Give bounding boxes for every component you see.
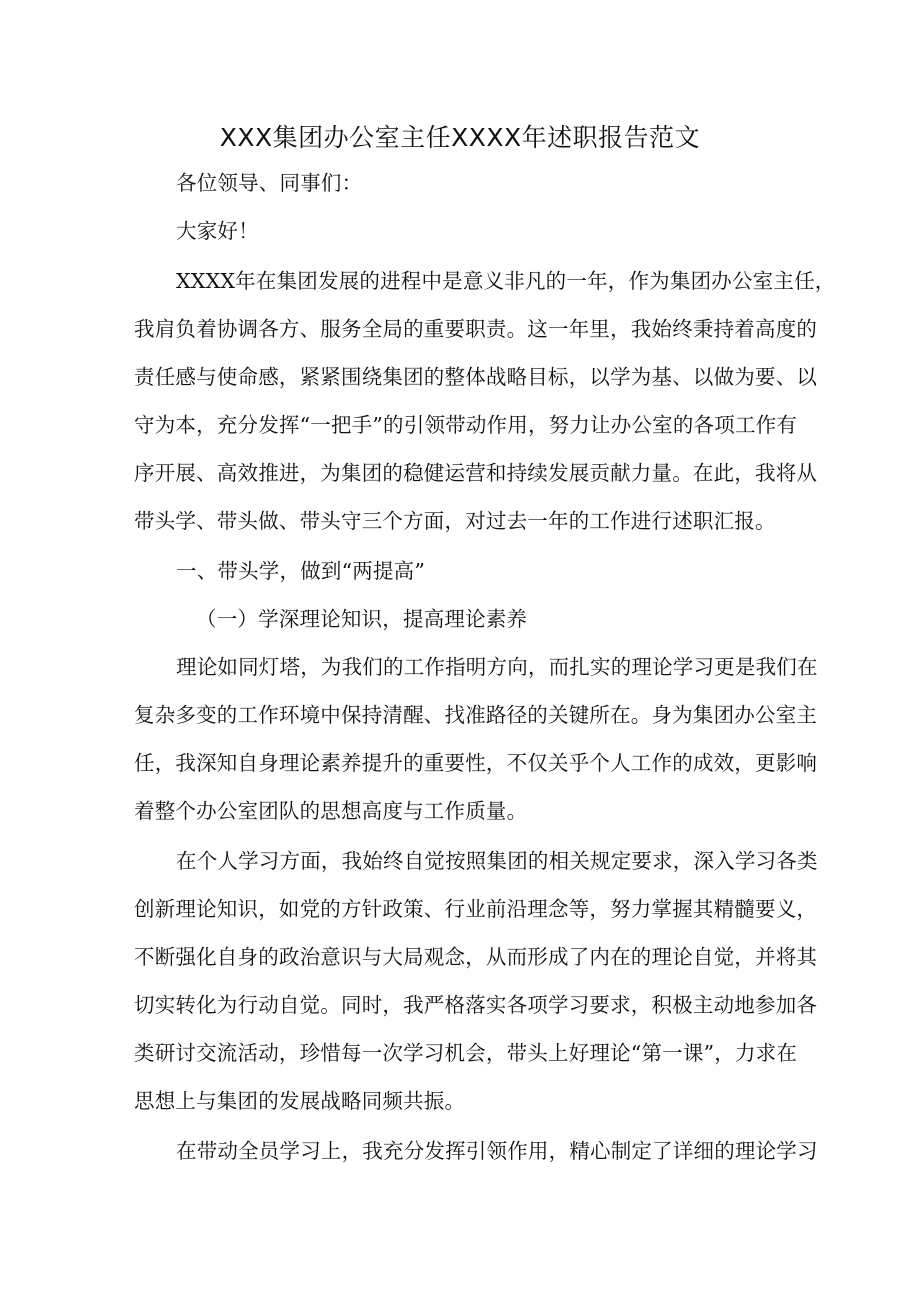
paragraph-line: 序开展、高效推进，为集团的稳健运营和持续发展贡献力量。在此，我将从 xyxy=(134,461,818,485)
subsection-heading: （一）学深理论知识，提高理论素养 xyxy=(196,607,528,631)
paragraph-line: 我肩负着协调各方、服务全局的重要职责。这一年里，我始终秉持着高度的 xyxy=(134,317,818,341)
paragraph-line: 守为本，充分发挥“一把手”的引领带动作用，努力让办公室的各项工作有 xyxy=(134,413,798,437)
paragraph-line: 复杂多变的工作环境中保持清醒、找准路径的关键所在。身为集团办公室主 xyxy=(134,703,818,727)
paragraph-line: 类研讨交流活动，珍惜每一次学习机会，带头上好理论“第一课”，力求在 xyxy=(134,1041,798,1065)
paragraph-line: 不断强化自身的政治意识与大局观念，从而形成了内在的理论自觉，并将其 xyxy=(134,945,818,969)
greeting: 大家好！ xyxy=(176,219,259,243)
document-title: XXX集团办公室主任XXXX年述职报告范文 xyxy=(219,123,701,152)
paragraph-line: 在个人学习方面，我始终自觉按照集团的相关规定要求，深入学习各类 xyxy=(176,849,818,873)
paragraph-line: 理论如同灯塔，为我们的工作指明方向，而扎实的理论学习更是我们在 xyxy=(176,655,818,679)
section-heading: 一、带头学，做到“两提高” xyxy=(176,559,426,583)
salutation: 各位领导、同事们： xyxy=(176,171,363,195)
paragraph-line: 任，我深知自身理论素养提升的重要性，不仅关乎个人工作的成效，更影响 xyxy=(134,751,818,775)
paragraph-line: 在带动全员学习上，我充分发挥引领作用，精心制定了详细的理论学习 xyxy=(176,1139,818,1163)
paragraph-line: 责任感与使命感，紧紧围绕集团的整体战略目标，以学为基、以做为要、以 xyxy=(134,365,818,389)
paragraph-line: 带头学、带头做、带头守三个方面，对过去一年的工作进行述职汇报。 xyxy=(134,509,776,533)
paragraph-line: XXXX年在集团发展的进程中是意义非凡的一年，作为集团办公室主任， xyxy=(176,269,836,293)
paragraph-line: 着整个办公室团队的思想高度与工作质量。 xyxy=(134,799,528,823)
paragraph-line: 创新理论知识，如党的方针政策、行业前沿理念等，努力掌握其精髓要义， xyxy=(134,897,818,921)
paragraph-line: 思想上与集团的发展战略同频共振。 xyxy=(134,1089,466,1113)
paragraph-line: 切实转化为行动自觉。同时，我严格落实各项学习要求，积极主动地参加各 xyxy=(134,993,818,1017)
